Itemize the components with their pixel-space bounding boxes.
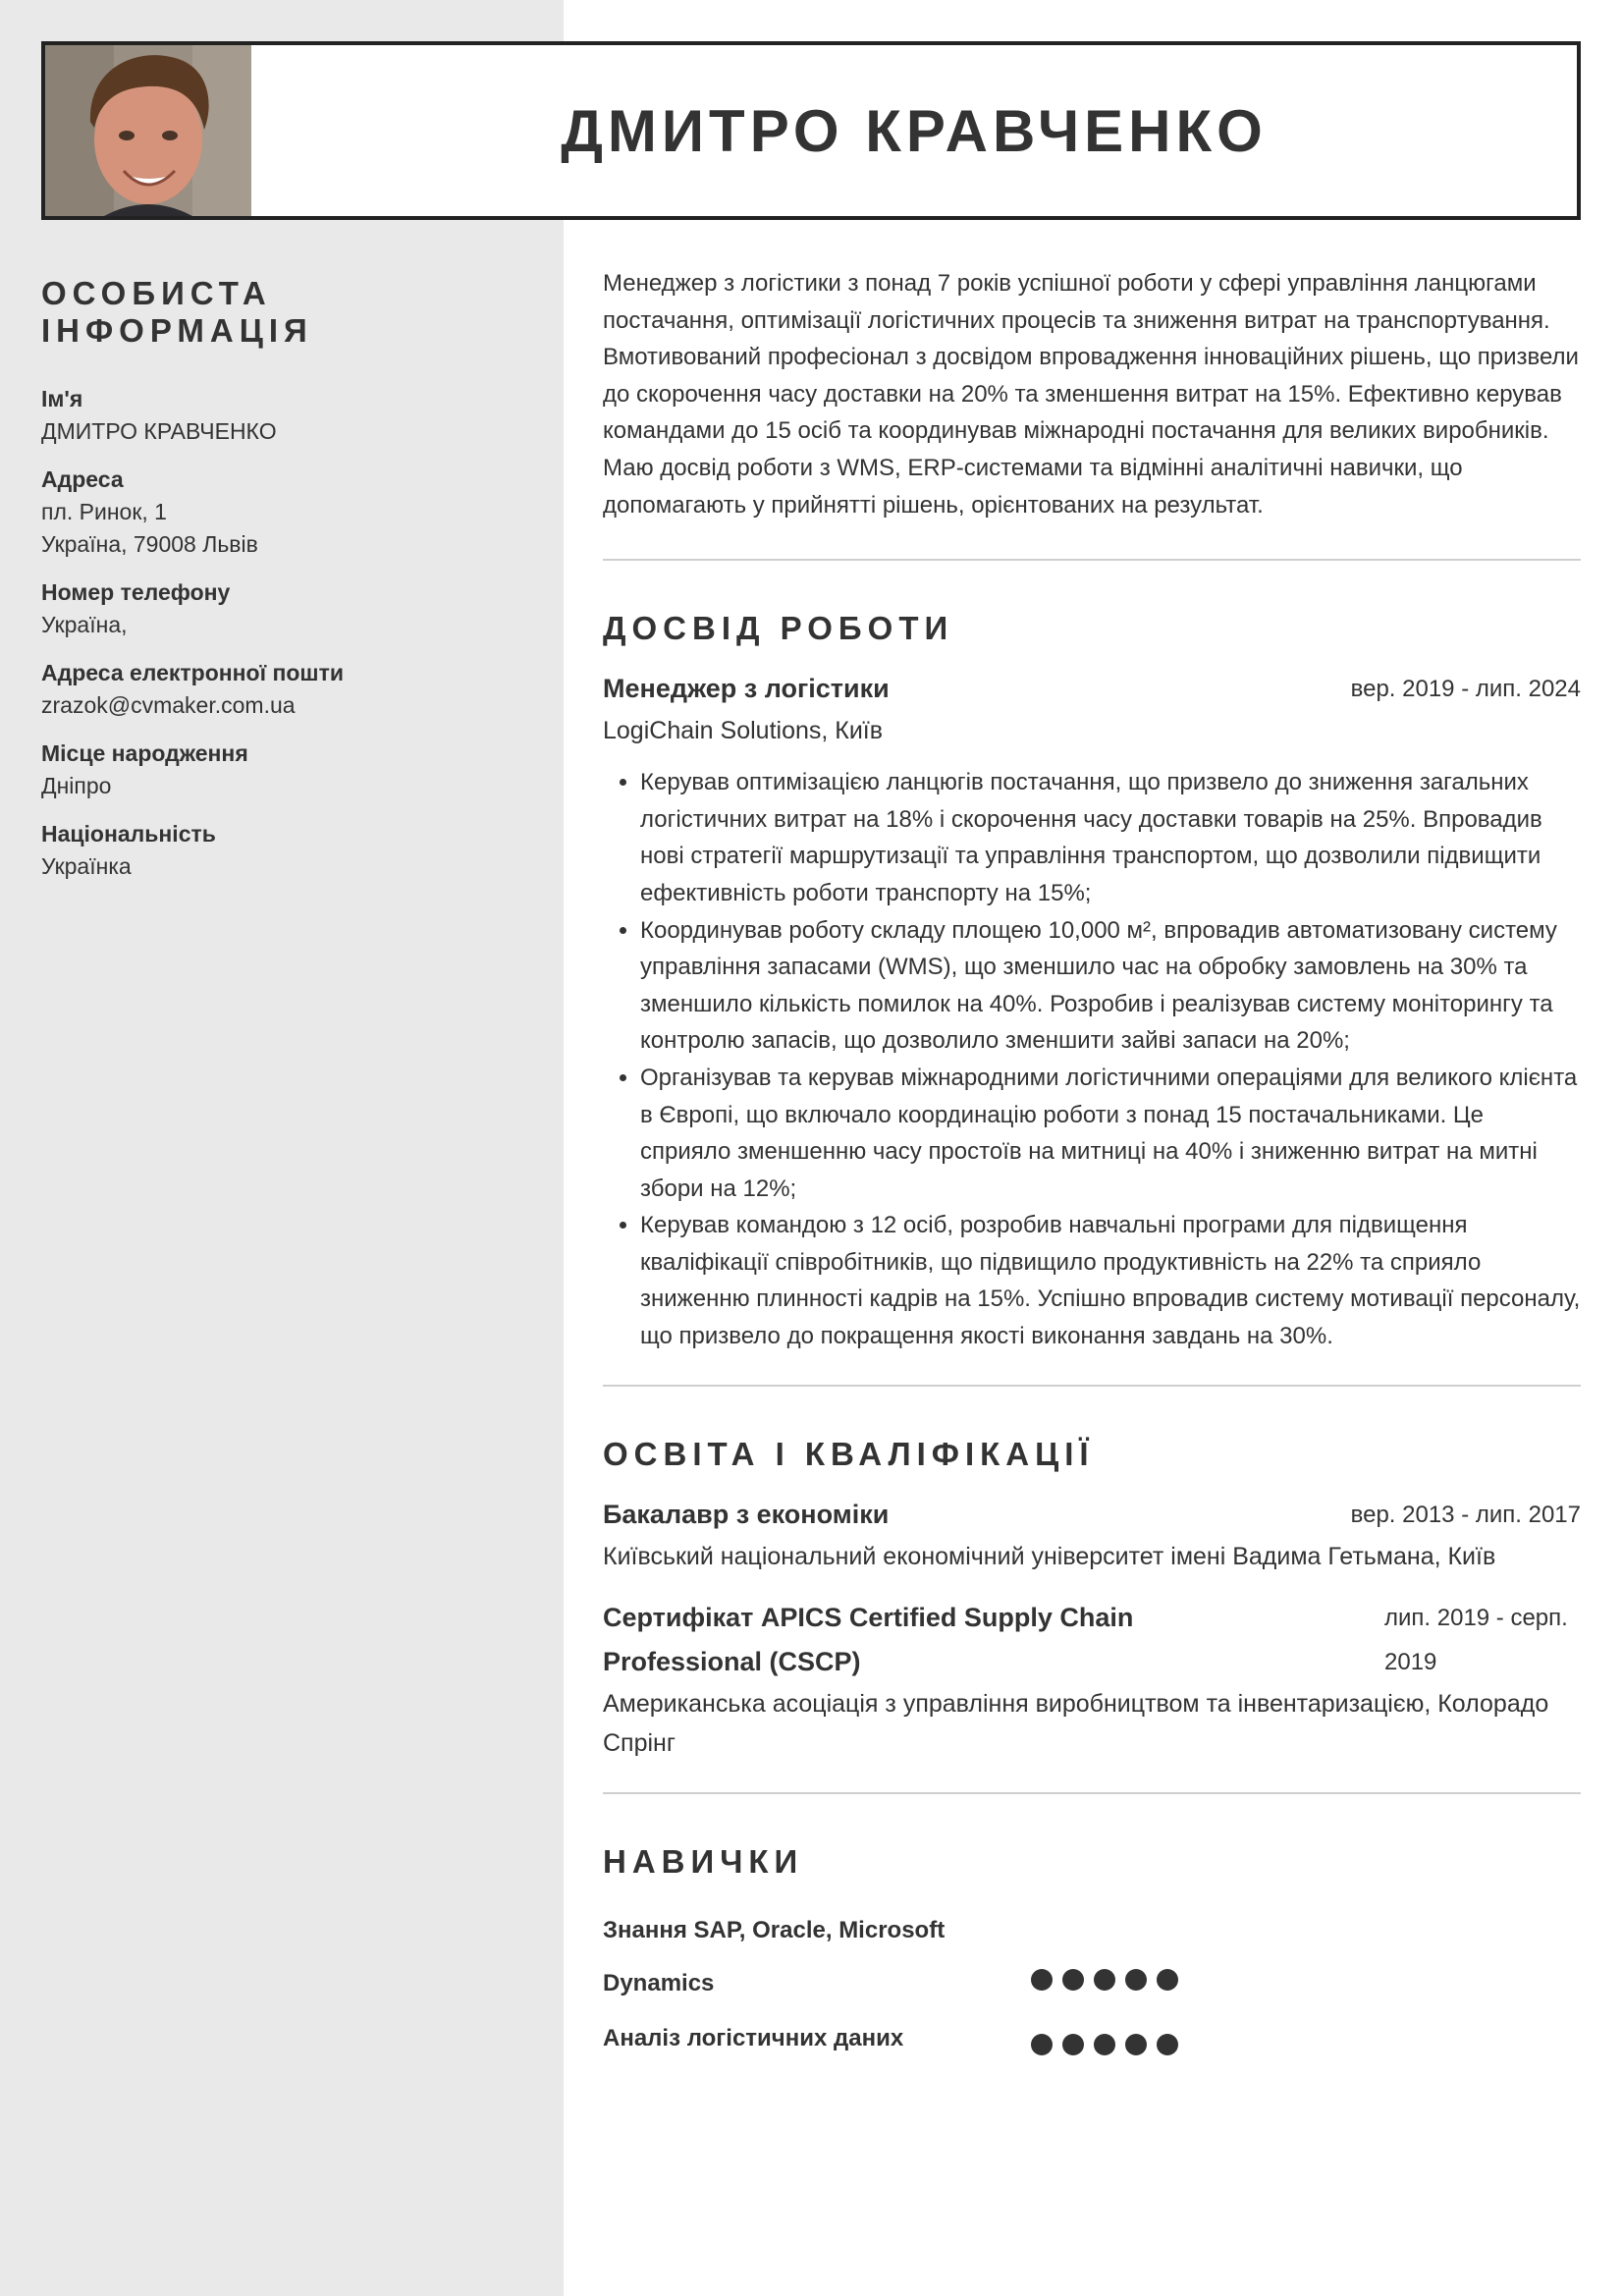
info-nationality [41,818,532,883]
header [41,41,1581,220]
skill-row [603,1904,1581,2012]
skill-dot-filled [1094,1969,1115,1991]
education-institution: Американська асоціація з управління виробництвом та інвентаризацією, Колорадо Спрінг [603,1689,1549,1757]
profile-summary: Менеджер з логістики з понад 7 років успішної роботи у сфері управління ланцюгами постачання, оптимізації логістичних процесів та зниження витрат на транспортування. Вмотивований професіонал з досвідом впровадження інноваційних рішень, що призвели до скорочення часу доставки на 20% та зменшення витрат на 15%. Ефективно керував командами до 15 осіб та координував міжнародні постачання для великих виробників. Маю досвід роботи з WMS, ERP-системами та відмінні аналітичні навички, що допомагають у прийнятті рішень, орієнтованих на результат. [603,270,1579,519]
skill-dot-filled [1062,1969,1084,1991]
personal-info-section [41,275,532,899]
education-institution: Київський національний економічний університет імені Вадима Гетьмана, Київ [603,1542,1496,1570]
info-value: Українка [41,853,132,879]
skill-dot-filled [1062,2034,1084,2055]
skill-name: Знання SAP, Oracle, Microsoft Dynamics [603,1916,946,1996]
education-degree: Бакалавр з економіки [603,1499,890,1529]
skill-name: Аналіз логістичних даних [603,2024,904,2051]
education-title: ОСВІТА І КВАЛІФІКАЦІЇ [603,1435,1095,1472]
education-degree: Сертифікат APICS Certified Supply Chain Professional (CSCP) [603,1602,1134,1676]
personal-info-title: ОСОБИСТА ІНФОРМАЦІЯ [41,275,313,349]
info-label: Національність [41,821,216,847]
job-dates: вер. 2019 - лип. 2024 [1350,676,1581,703]
experience-section [603,610,1581,1355]
job-entry [603,667,1581,1355]
info-email [41,657,532,722]
education-dates: лип. 2019 - серп. 2019 [1384,1604,1568,1675]
info-birthplace [41,738,532,802]
skill-dot-filled [1157,2034,1178,2055]
job-bullets [603,764,1581,1355]
skill-dot-filled [1125,2034,1147,2055]
job-bullet: • Керував оптимізацією ланцюгів постачання, що призвело до зниження загальних логістичних витрат на 18% і скорочення часу доставки товарів на 25%. Впровадив нові стратегії маршрутизації та управління транспортом, що дозволили підвищити ефективність роботи транспорту на 15%; [640,764,1581,911]
info-value: Україна, 79008 Львів [41,531,258,557]
job-bullet: • Організував та керував міжнародними логістичними операціями для великого клієнта в Європі, що включало координацію роботи з понад 15 постачальниками. Це сприяло зменшенню часу простоїв на митниці на 40% і зниженню витрат на митні збори на 12%; [640,1060,1581,1207]
education-section [603,1436,1581,1763]
info-label: Ім'я [41,386,83,411]
skill-row [603,2012,1581,2065]
section-divider [603,559,1581,561]
info-value: пл. Ринок, 1 [41,499,167,524]
section-divider [603,1385,1581,1387]
skill-dot-filled [1031,1969,1053,1991]
skill-level [1031,2034,1178,2055]
info-name [41,383,532,448]
info-address [41,464,532,561]
personal-info-list [41,383,532,883]
main-content [603,265,1581,2065]
job-company: LogiChain Solutions, Київ [603,717,884,745]
skill-dot-filled [1157,1969,1178,1991]
skills-title: НАВИЧКИ [603,1842,804,1880]
info-value: Україна, [41,612,128,637]
skills-section [603,1843,1581,2065]
skill-dot-filled [1094,2034,1115,2055]
candidate-name: ДМИТРО КРАВЧЕНКО [561,97,1268,164]
skill-level [1031,1969,1178,1991]
info-value: ДМИТРО КРАВЧЕНКО [41,418,277,444]
job-bullet: • Координував роботу складу площею 10,000 м², впровадив автоматизовану систему управління запасами (WMS), що зменшило час на обробку замовлень на 30% та зменшило кількість помилок на 40%. Розробив і реалізував систему моніторингу та контролю запасів, що дозволило зменшити зайві запаси на 20%; [640,912,1581,1060]
info-label: Місце народження [41,740,248,766]
education-entry [603,1493,1581,1576]
education-entry [603,1596,1581,1763]
info-label: Адреса [41,466,124,492]
job-title: Менеджер з логістики [603,674,890,704]
section-divider [603,1792,1581,1794]
info-value: zrazok@cvmaker.com.ua [41,692,296,718]
job-bullet: • Керував командою з 12 осіб, розробив навчальні програми для підвищення кваліфікації співробітників, що підвищило продуктивність на 22% та сприяло зниженню плинності кадрів на 15%. Успішно впровадив систему мотивації персоналу, що призвело до покращення якості виконання завдань на 30%. [640,1207,1581,1354]
profile-photo [45,45,251,216]
info-phone [41,576,532,641]
info-value: Дніпро [41,773,112,798]
experience-title: ДОСВІД РОБОТИ [603,610,954,647]
skills-list [603,1904,1581,2065]
education-dates: вер. 2013 - лип. 2017 [1350,1501,1581,1528]
info-label: Номер телефону [41,579,231,605]
skill-dot-filled [1031,2034,1053,2055]
info-label: Адреса електронної пошти [41,660,344,685]
skill-dot-filled [1125,1969,1147,1991]
